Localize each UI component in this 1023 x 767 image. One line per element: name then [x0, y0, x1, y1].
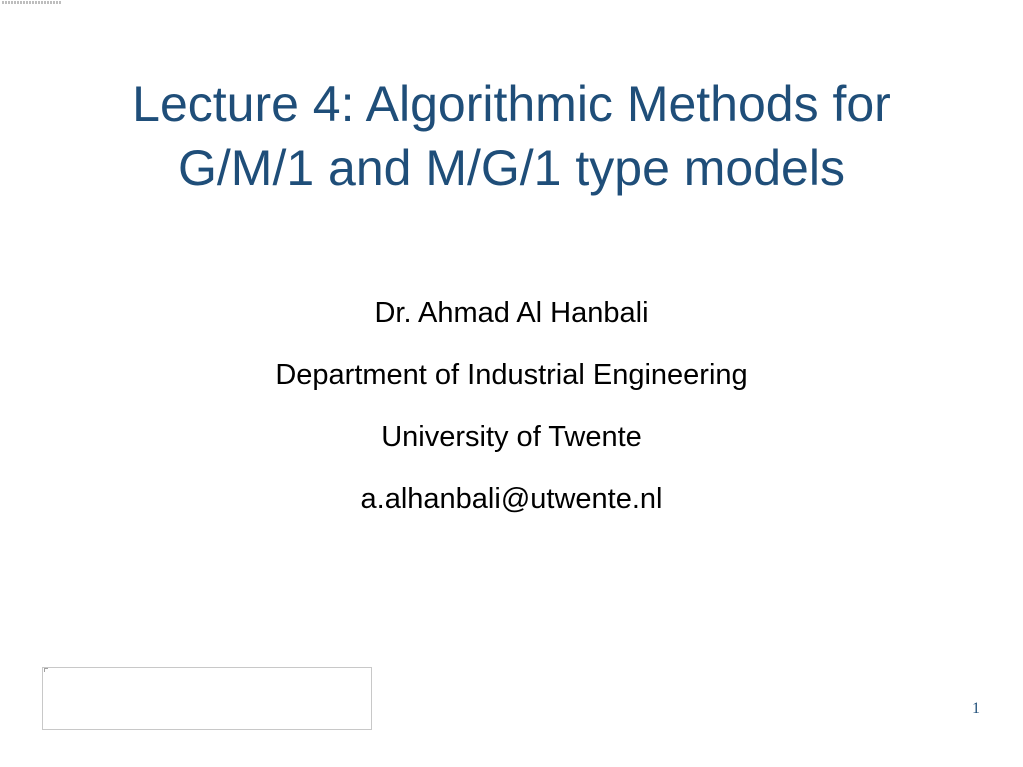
author-email: a.alhanbali@utwente.nl [360, 483, 663, 515]
corner-tick-icon [44, 668, 48, 672]
title-line-2: G/M/1 and M/G/1 type models [178, 140, 845, 196]
author-university: University of Twente [381, 421, 642, 453]
page-number: 1 [972, 700, 980, 717]
logo-placeholder-box [42, 667, 372, 730]
title-line-1: Lecture 4: Algorithmic Methods for [132, 76, 891, 132]
corner-watermark [2, 1, 62, 4]
author-name: Dr. Ahmad Al Hanbali [374, 297, 649, 329]
slide-title [0, 72, 1023, 200]
author-department: Department of Industrial Engineering [275, 359, 748, 391]
author-block [0, 290, 1023, 538]
